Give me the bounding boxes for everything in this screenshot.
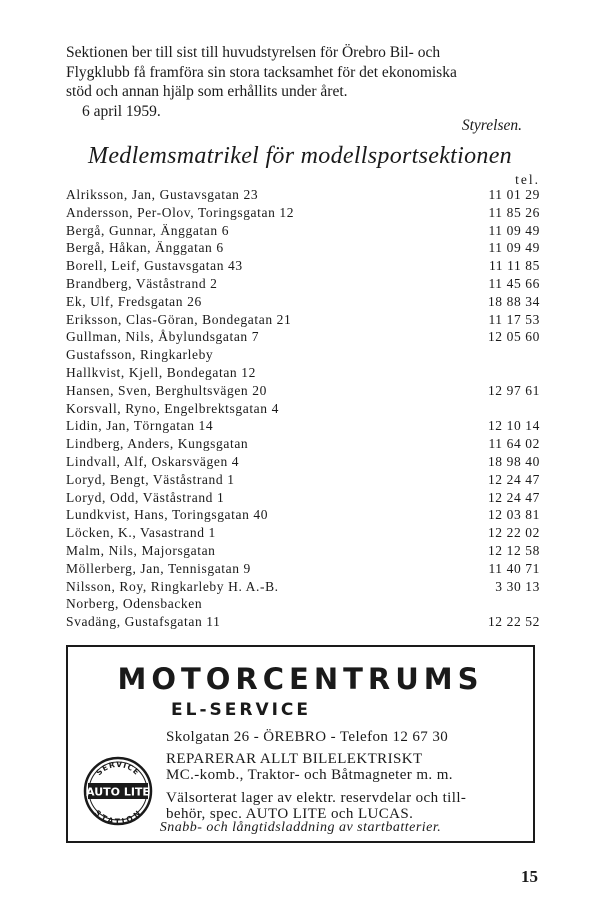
member-name: Lindvall, Alf, Oskarsvägen 4 [66, 453, 240, 469]
member-row [66, 382, 540, 400]
member-row [66, 524, 540, 542]
ad-line: MC.-komb., Traktor- och Båtmagneter m. m. [166, 767, 453, 783]
member-row [66, 364, 540, 382]
member-name: Hallkvist, Kjell, Bondegatan 12 [66, 364, 256, 380]
ad-line: Välsorterat lager av elektr. reservdelar och till- [166, 789, 467, 806]
member-tel: 11 64 02 [488, 436, 540, 452]
ad-line: behör, spec. AUTO LITE och LUCAS. [166, 806, 414, 822]
intro-line: Sektionen ber till sist till huvudstyrelsen för Örebro Bil- och [66, 44, 441, 61]
member-name: Alriksson, Jan, Gustavsgatan 23 [66, 187, 259, 202]
member-row [66, 186, 540, 204]
member-list [66, 186, 540, 631]
member-tel: 12 22 52 [487, 614, 540, 630]
badge-top-text: SERVICE [94, 759, 142, 778]
member-row [66, 489, 540, 507]
member-tel: 11 09 49 [488, 222, 540, 238]
member-tel: 18 88 34 [487, 293, 540, 309]
tel-column-header: tel. [515, 172, 540, 187]
member-name: Ek, Ulf, Fredsgatan 26 [66, 293, 202, 309]
member-tel: 12 12 58 [487, 542, 540, 558]
member-name: Norberg, Odensbacken [66, 596, 203, 612]
member-row [66, 400, 540, 418]
badge-center-text: AUTO LITE [86, 785, 150, 799]
ad-title: MOTORCENTRUMS [117, 662, 484, 696]
badge-bottom-text: STATION [92, 808, 144, 827]
member-name: Loryd, Bengt, Väståstrand 1 [66, 471, 235, 487]
ad-tagline: Snabb- och långtidsladdning av startbatterier. [159, 820, 442, 835]
member-tel: 12 24 47 [487, 471, 540, 487]
member-name: Eriksson, Clas-Göran, Bondegatan 21 [66, 311, 292, 327]
member-row [66, 578, 540, 596]
member-name: Möllerberg, Jan, Tennisgatan 9 [66, 560, 251, 576]
member-row [66, 204, 540, 222]
member-name: Loryd, Odd, Väståstrand 1 [66, 489, 225, 505]
member-name: Svadäng, Gustafsgatan 11 [66, 614, 221, 630]
member-row [66, 542, 540, 560]
member-row [66, 613, 540, 631]
member-tel: 11 01 29 [488, 187, 540, 202]
member-tel: 12 03 81 [487, 507, 540, 523]
member-tel: 12 22 02 [487, 525, 540, 541]
register-title: Medlemsmatrikel för modellsportsektionen [88, 143, 512, 169]
member-row [66, 506, 540, 524]
ad-body [166, 729, 521, 823]
ad-address: Skolgatan 26 - ÖREBRO - Telefon 12 67 30 [166, 729, 449, 745]
member-row [66, 560, 540, 578]
member-name: Bergå, Håkan, Änggatan 6 [66, 240, 224, 256]
member-name: Malm, Nils, Majorsgatan [66, 542, 216, 558]
signature: Styrelsen. [461, 117, 522, 134]
member-tel: 11 85 26 [488, 204, 540, 220]
member-name: Andersson, Per-Olov, Toringsgatan 12 [66, 204, 295, 220]
member-row [66, 595, 540, 613]
member-name: Gullman, Nils, Åbylundsgatan 7 [66, 329, 260, 345]
intro-date: 6 april 1959. [82, 102, 161, 120]
member-row [66, 275, 540, 293]
member-row [66, 435, 540, 453]
member-tel: 12 97 61 [487, 382, 540, 398]
member-name: Bergå, Gunnar, Änggatan 6 [66, 222, 230, 238]
member-name: Löcken, K., Vasastrand 1 [66, 525, 216, 541]
member-name: Borell, Leif, Gustavsgatan 43 [66, 258, 243, 274]
member-tel: 12 05 60 [487, 329, 540, 345]
member-tel: 18 98 40 [487, 453, 540, 469]
member-name: Lundkvist, Hans, Toringsgatan 40 [66, 507, 269, 523]
member-row [66, 222, 540, 240]
member-tel: 11 45 66 [488, 275, 540, 291]
member-name: Nilsson, Roy, Ringkarleby H. A.-B. [66, 578, 279, 594]
member-row [66, 293, 540, 311]
member-tel: 11 40 71 [488, 560, 540, 576]
member-tel: 12 10 14 [487, 418, 540, 434]
member-name: Brandberg, Väståstrand 2 [66, 275, 218, 291]
member-name: Lidin, Jan, Törngatan 14 [66, 418, 214, 434]
member-name: Hansen, Sven, Berghultsvägen 20 [66, 382, 267, 398]
intro-paragraph [66, 43, 536, 121]
ad-stock [166, 790, 521, 823]
member-row [66, 257, 540, 275]
member-tel: 11 09 49 [488, 240, 540, 256]
member-row [66, 346, 540, 364]
ad-subtitle: EL-SERVICE [171, 700, 312, 720]
auto-lite-service-badge-icon [82, 755, 154, 827]
member-name: Korsvall, Ryno, Engelbrektsgatan 4 [66, 400, 279, 416]
page-number: 15 [521, 867, 538, 886]
ad-services [166, 751, 521, 784]
member-row [66, 328, 540, 346]
member-row [66, 311, 540, 329]
member-row [66, 239, 540, 257]
ad-line: REPARERAR ALLT BILELEKTRISKT [166, 750, 423, 767]
member-name: Lindberg, Anders, Kungsgatan [66, 436, 249, 452]
intro-line: Flygklubb få framföra sin stora tacksamhet för det ekonomiska [66, 63, 457, 81]
member-tel: 11 11 85 [488, 258, 540, 274]
advertisement [66, 645, 535, 843]
intro-line: stöd och annan hjälp som erhållits under året. [66, 83, 348, 100]
member-row [66, 471, 540, 489]
member-row [66, 417, 540, 435]
member-tel: 11 17 53 [488, 311, 540, 327]
member-tel: 3 30 13 [495, 578, 540, 594]
member-name: Gustafsson, Ringkarleby [66, 347, 214, 363]
member-row [66, 453, 540, 471]
member-tel: 12 24 47 [487, 489, 540, 505]
